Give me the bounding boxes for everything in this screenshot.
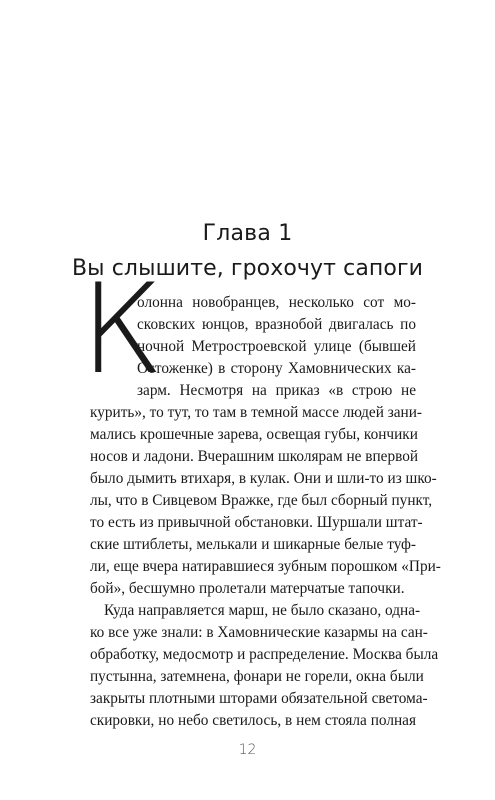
chapter-number: Глава 1 <box>202 221 293 246</box>
paragraph-line: то есть из привычной обстановки. Шуршали штат- <box>90 514 423 531</box>
paragraph-line: Куда направляется марш, не было сказано, одна- <box>104 602 421 619</box>
paragraph-line: носов и ладони. Вчерашним школярам не впервой <box>90 448 419 465</box>
paragraph-line: ко все уже знали: в Хамовнические казармы на сан- <box>90 624 428 641</box>
drop-cap: К <box>80 258 164 402</box>
page-number: 12 <box>238 742 257 758</box>
paragraph-line: курить», то тут, то там в темной массе людей зани- <box>90 404 423 421</box>
paragraph-line: пустынна, затемнена, фонари не горели, окна были <box>90 668 424 685</box>
paragraph-line: Остоженке) в сторону Хамовнических ка- <box>137 360 416 377</box>
paragraph-line: было дымить втихаря, в кулак. Они и шли-то из шко- <box>90 470 437 487</box>
paragraph-line: обработку, медосмотр и распределение. Москва была <box>90 646 439 663</box>
chapter-title: Вы слышите, грохочут сапоги <box>71 256 423 281</box>
paragraph-line: ли, еще вчера натиравшиеся зубным порошком «При- <box>90 558 441 575</box>
paragraph-line: сковских юнцов, вразнобой двигалась по <box>137 316 416 333</box>
paragraph-line: зарм. Несмотря на приказ «в строю не <box>137 382 416 399</box>
paragraph-line: ночной Метростроевской улице (бывшей <box>137 338 416 355</box>
paragraph-line: олонна новобранцев, несколько сот мо- <box>137 294 416 311</box>
paragraph-line: лы, что в Сивцевом Вражке, где был сборный пункт, <box>90 492 433 509</box>
paragraph-line: бой», бесшумно пролетали матерчатые тапочки. <box>90 580 405 597</box>
paragraph-line: ские штиблеты, мелькали и шикарные белые туф- <box>90 536 416 553</box>
paragraph-line: скировки, но небо светилось, в нем стояла полная <box>90 712 416 729</box>
paragraph-line: мались крошечные зарева, освещая губы, кончики <box>90 426 418 443</box>
paragraph-line: закрыты плотными шторами обязательной светома- <box>90 690 428 707</box>
